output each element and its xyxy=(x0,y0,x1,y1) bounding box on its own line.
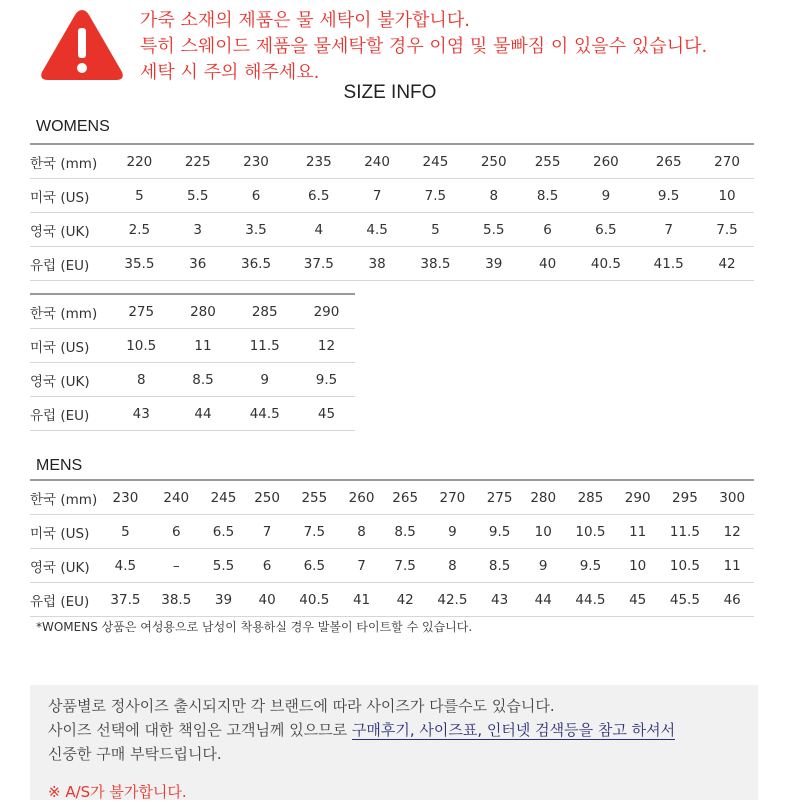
size-cell: 6 xyxy=(245,549,289,583)
size-cell: 285 xyxy=(565,480,616,515)
size-cell: 9.5 xyxy=(565,549,616,583)
size-cell: 11 xyxy=(174,329,231,363)
size-cell: 5.5 xyxy=(202,549,246,583)
size-cell: 6.5 xyxy=(287,179,350,213)
size-cell: 35.5 xyxy=(108,247,171,281)
size-cell: 44 xyxy=(174,397,231,431)
info-line: 상품별로 정사이즈 출시되지만 각 브랜드에 따라 사이즈가 다를수도 있습니다. xyxy=(48,697,555,715)
size-cell: 5.5 xyxy=(467,213,521,247)
size-cell: 46 xyxy=(710,583,754,617)
size-cell: 40.5 xyxy=(289,583,340,617)
size-cell: 7.5 xyxy=(700,213,754,247)
row-label: 유럽 (EU) xyxy=(30,397,108,431)
size-cell: 7 xyxy=(637,213,700,247)
size-cell: 230 xyxy=(225,144,288,179)
size-cell: 8.5 xyxy=(174,363,231,397)
row-label: 영국 (UK) xyxy=(30,549,100,583)
size-cell: 9 xyxy=(427,515,478,549)
size-cell: 11 xyxy=(616,515,660,549)
row-label: 한국 (mm) xyxy=(30,294,108,329)
womens-label: WOMENS xyxy=(36,118,110,135)
info-box xyxy=(30,685,758,800)
size-cell: 225 xyxy=(171,144,225,179)
size-cell: 39 xyxy=(202,583,246,617)
size-cell: 45 xyxy=(616,583,660,617)
size-cell: 2.5 xyxy=(108,213,171,247)
size-cell: 3 xyxy=(171,213,225,247)
size-cell: 10.5 xyxy=(108,329,174,363)
size-cell: 42 xyxy=(700,247,754,281)
size-cell: 9 xyxy=(231,363,297,397)
size-cell: 8.5 xyxy=(521,179,575,213)
size-cell: – xyxy=(151,549,202,583)
size-cell: 270 xyxy=(427,480,478,515)
row-label: 미국 (US) xyxy=(30,515,100,549)
size-cell: 280 xyxy=(521,480,565,515)
size-cell: 240 xyxy=(151,480,202,515)
size-cell: 10 xyxy=(521,515,565,549)
size-cell: 12 xyxy=(298,329,355,363)
page-title: SIZE INFO xyxy=(343,82,437,103)
size-row xyxy=(30,213,754,247)
size-cell: 6 xyxy=(225,179,288,213)
size-cell: 260 xyxy=(340,480,384,515)
size-cell: 37.5 xyxy=(287,247,350,281)
size-cell: 7.5 xyxy=(404,179,467,213)
row-label: 미국 (US) xyxy=(30,179,108,213)
size-cell: 255 xyxy=(289,480,340,515)
size-cell: 290 xyxy=(616,480,660,515)
size-cell: 38 xyxy=(350,247,404,281)
size-cell: 38.5 xyxy=(151,583,202,617)
size-cell: 40 xyxy=(245,583,289,617)
size-cell: 44 xyxy=(521,583,565,617)
warning-message xyxy=(140,8,707,86)
warning-line: 세탁 시 주의 해주세요. xyxy=(140,62,320,83)
size-cell: 11 xyxy=(710,549,754,583)
size-row xyxy=(30,397,355,431)
size-cell: 7 xyxy=(340,549,384,583)
size-cell: 280 xyxy=(174,294,231,329)
size-cell: 4.5 xyxy=(350,213,404,247)
size-cell: 39 xyxy=(467,247,521,281)
size-row xyxy=(30,144,754,179)
row-label: 영국 (UK) xyxy=(30,363,108,397)
row-label: 영국 (UK) xyxy=(30,213,108,247)
size-reference-link: 구매후기, 사이즈표, 인터넷 검색등을 참고 하셔서 xyxy=(351,721,676,739)
size-cell: 8 xyxy=(427,549,478,583)
warning-icon xyxy=(36,4,128,86)
size-row xyxy=(30,294,355,329)
size-cell: 37.5 xyxy=(100,583,151,617)
size-cell: 40 xyxy=(521,247,575,281)
size-cell: 8.5 xyxy=(383,515,427,549)
size-cell: 8 xyxy=(467,179,521,213)
size-row xyxy=(30,583,754,617)
size-cell: 43 xyxy=(478,583,522,617)
size-cell: 11.5 xyxy=(231,329,297,363)
size-cell: 4.5 xyxy=(100,549,151,583)
size-cell: 40.5 xyxy=(575,247,638,281)
size-cell: 9.5 xyxy=(478,515,522,549)
size-cell: 43 xyxy=(108,397,174,431)
size-cell: 41 xyxy=(340,583,384,617)
womens-size-table xyxy=(30,143,754,281)
size-cell: 9 xyxy=(575,179,638,213)
size-cell: 3.5 xyxy=(225,213,288,247)
size-cell: 38.5 xyxy=(404,247,467,281)
size-cell: 5.5 xyxy=(171,179,225,213)
size-cell: 4 xyxy=(287,213,350,247)
size-cell: 44.5 xyxy=(231,397,297,431)
fit-note: *WOMENS 상품은 여성용으로 남성이 착용하실 경우 발볼이 타이트할 수 있습니다. xyxy=(36,620,473,634)
size-cell: 240 xyxy=(350,144,404,179)
size-cell: 7.5 xyxy=(289,515,340,549)
size-cell: 42.5 xyxy=(427,583,478,617)
size-cell: 36 xyxy=(171,247,225,281)
row-label: 유럽 (EU) xyxy=(30,247,108,281)
mens-label: MENS xyxy=(36,457,83,474)
row-label: 한국 (mm) xyxy=(30,480,100,515)
size-cell: 44.5 xyxy=(565,583,616,617)
size-cell: 265 xyxy=(637,144,700,179)
size-cell: 5 xyxy=(100,515,151,549)
row-label: 유럽 (EU) xyxy=(30,583,100,617)
size-cell: 8.5 xyxy=(478,549,522,583)
size-cell: 250 xyxy=(245,480,289,515)
size-cell: 7 xyxy=(245,515,289,549)
size-row xyxy=(30,549,754,583)
size-cell: 45 xyxy=(298,397,355,431)
size-cell: 295 xyxy=(659,480,710,515)
size-cell: 41.5 xyxy=(637,247,700,281)
size-cell: 6.5 xyxy=(289,549,340,583)
warning-line: 가죽 소재의 제품은 물 세탁이 불가합니다. xyxy=(140,10,470,31)
size-cell: 6 xyxy=(521,213,575,247)
row-label: 미국 (US) xyxy=(30,329,108,363)
size-row xyxy=(30,515,754,549)
size-cell: 8 xyxy=(340,515,384,549)
size-cell: 9.5 xyxy=(298,363,355,397)
size-cell: 12 xyxy=(710,515,754,549)
as-notice: ※ A/S가 불가합니다. xyxy=(48,783,187,801)
size-row xyxy=(30,480,754,515)
size-cell: 9.5 xyxy=(637,179,700,213)
size-cell: 245 xyxy=(404,144,467,179)
size-cell: 245 xyxy=(202,480,246,515)
size-cell: 6 xyxy=(151,515,202,549)
size-cell: 270 xyxy=(700,144,754,179)
size-cell: 290 xyxy=(298,294,355,329)
size-cell: 235 xyxy=(287,144,350,179)
size-cell: 45.5 xyxy=(659,583,710,617)
size-row xyxy=(30,363,355,397)
size-cell: 6.5 xyxy=(575,213,638,247)
size-cell: 7.5 xyxy=(383,549,427,583)
row-label: 한국 (mm) xyxy=(30,144,108,179)
info-line xyxy=(48,719,675,740)
size-row xyxy=(30,179,754,213)
womens-size-table-extra xyxy=(30,293,355,431)
size-cell: 230 xyxy=(100,480,151,515)
size-cell: 9 xyxy=(521,549,565,583)
size-cell: 255 xyxy=(521,144,575,179)
size-cell: 10 xyxy=(616,549,660,583)
info-line: 신중한 구매 부탁드립니다. xyxy=(48,745,222,763)
size-cell: 8 xyxy=(108,363,174,397)
size-cell: 7 xyxy=(350,179,404,213)
size-cell: 5 xyxy=(108,179,171,213)
size-cell: 6.5 xyxy=(202,515,246,549)
size-cell: 285 xyxy=(231,294,297,329)
size-cell: 265 xyxy=(383,480,427,515)
size-cell: 10.5 xyxy=(565,515,616,549)
size-cell: 275 xyxy=(108,294,174,329)
mens-size-table xyxy=(30,479,754,617)
size-cell: 10.5 xyxy=(659,549,710,583)
size-cell: 250 xyxy=(467,144,521,179)
size-cell: 36.5 xyxy=(225,247,288,281)
warning-line: 특히 스웨이드 제품을 물세탁할 경우 이염 및 물빠짐 이 있을수 있습니다. xyxy=(140,36,708,57)
info-text: 사이즈 선택에 대한 책임은 고객님께 있으므로 xyxy=(48,721,352,739)
size-cell: 260 xyxy=(575,144,638,179)
size-cell: 300 xyxy=(710,480,754,515)
size-cell: 275 xyxy=(478,480,522,515)
size-row xyxy=(30,247,754,281)
size-cell: 42 xyxy=(383,583,427,617)
size-cell: 5 xyxy=(404,213,467,247)
size-row xyxy=(30,329,355,363)
size-cell: 10 xyxy=(700,179,754,213)
size-cell: 11.5 xyxy=(659,515,710,549)
size-cell: 220 xyxy=(108,144,171,179)
